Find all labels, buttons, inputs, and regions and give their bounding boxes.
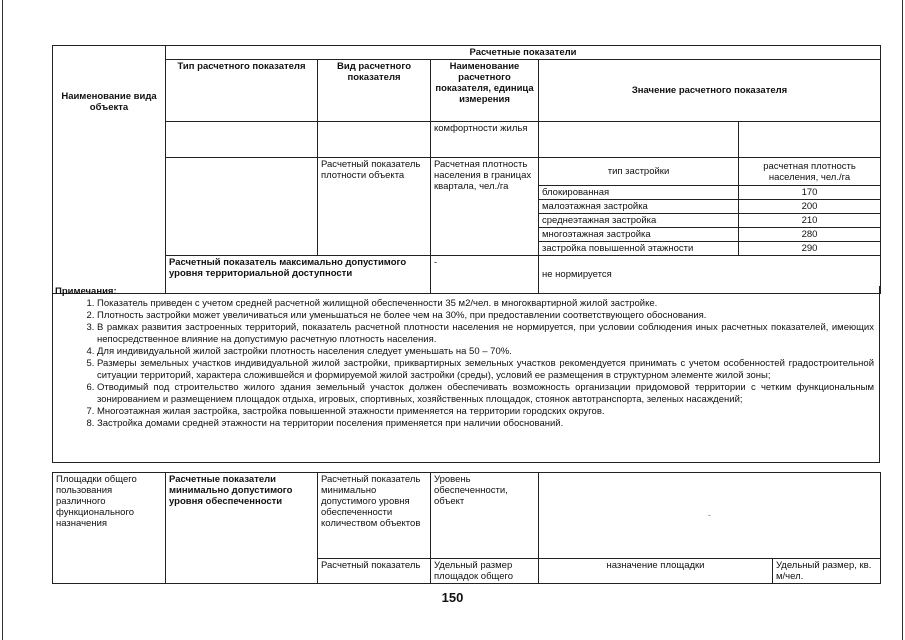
build-type: застройка повышенной этажности — [539, 242, 739, 256]
sub-col-purpose: назначение площадки — [539, 559, 773, 584]
object-name: Площадки общего пользования различного функционального назначения — [53, 473, 166, 584]
build-type: среднеэтажная застройка — [539, 214, 739, 228]
indicators-table — [52, 45, 881, 294]
build-type: блокированная — [539, 186, 739, 200]
density-value: 200 — [739, 200, 881, 214]
empty-cell — [166, 122, 318, 158]
sub-col-density: расчетная плотность населения, чел./га — [739, 158, 881, 186]
build-type: многоэтажная застройка — [539, 228, 739, 242]
max-name: - — [431, 256, 539, 294]
col-indicator-value: Значение расчетного показателя — [539, 60, 881, 122]
col-object-type: Наименование вида объекта — [53, 46, 166, 158]
indicator-name: Удельный размер площадок общего — [431, 559, 539, 584]
comfort-text: комфортности жилья — [431, 122, 539, 158]
empty-cell — [539, 122, 739, 158]
indicator-type: Расчетные показатели минимально допустимого уровня обеспеченности — [166, 473, 318, 584]
note-item: 2. Плотность застройки может увеличиваться или уменьшаться не более чем на 30%, при предоставлении соответствующего обоснования. — [97, 310, 879, 322]
indicator-name: Уровень обеспеченности, объект — [431, 473, 539, 559]
indicator-value: - — [539, 473, 881, 559]
empty-cell — [318, 122, 431, 158]
note-item: 8. Застройка домами средней этажности на территории поселения применяется при наличии обоснований. — [97, 418, 879, 430]
indicator-kind: Расчетный показатель минимально допустимого уровня обеспеченности количеством объектов — [318, 473, 431, 559]
notes-block — [52, 286, 880, 463]
object-cell-empty — [53, 158, 166, 294]
group-header: Расчетные показатели — [166, 46, 881, 60]
page-number: 150 — [441, 590, 464, 605]
density-value: 280 — [739, 228, 881, 242]
max-indicator: Расчетный показатель максимально допустимого уровня территориальной доступности — [166, 256, 431, 294]
max-value: не нормируется — [539, 256, 881, 294]
empty-cell — [166, 158, 318, 256]
page-edge-right — [902, 0, 903, 640]
density-value: 170 — [739, 186, 881, 200]
density-kind: Расчетный показатель плотности объекта — [318, 158, 431, 256]
note-item: 4. Для индивидуальной жилой застройки плотность населения следует уменьшать на 50 – 70%. — [97, 346, 879, 358]
col-indicator-kind: Вид расчетного показателя — [318, 60, 431, 122]
build-type: малоэтажная застройка — [539, 200, 739, 214]
page-edge-left — [2, 0, 3, 640]
col-indicator-type: Тип расчетного показателя — [166, 60, 318, 122]
note-item: 1. Показатель приведен с учетом средней расчетной жилищной обеспеченности 35 м2/чел. в многоквартирной жилой застройке. — [97, 298, 879, 310]
empty-cell — [739, 122, 881, 158]
document-page — [52, 45, 880, 611]
note-item: 6. Отводимый под строительство жилого здания земельный участок должен обеспечивать возможность организации придомовой территории с четким функциональным зонированием и размещением площадок отдыха, игровых, спортивных, хозяйственных площадок, стоянок автотранспорта, зеленых насаждений; — [97, 382, 879, 406]
density-value: 290 — [739, 242, 881, 256]
playgrounds-table — [52, 472, 881, 584]
notes-list — [53, 298, 879, 430]
col-indicator-name: Наименование расчетного показателя, единица измерения — [431, 60, 539, 122]
note-item: 7. Многоэтажная жилая застройка, застройка повышенной этажности применяется на территории городских округов. — [97, 406, 879, 418]
note-item: 3. В рамках развития застроенных территорий, показатель расчетной плотности населения не нормируется, при условии соблюдения иных расчетных показателей, имеющих непосредственное влияние на допустимую расчетную плотность населения. — [97, 322, 879, 346]
density-value: 210 — [739, 214, 881, 228]
density-name: Расчетная плотность населения в границах квартала, чел./га — [431, 158, 539, 256]
sub-col-size: Удельный размер, кв. м/чел. — [773, 559, 881, 584]
indicator-kind: Расчетный показатель — [318, 559, 431, 584]
note-item: 5. Размеры земельных участков индивидуальной жилой застройки, приквартирных земельных участков рекомендуется принимать с учетом особенностей градостроительной ситуации территорий, характера сложившейся и формируемой жилой застройки (среды), условий ее размещения в структурном элементе жилой зоны; — [97, 358, 879, 382]
notes-heading: Примечания: — [55, 286, 117, 297]
sub-col-type: тип застройки — [539, 158, 739, 186]
